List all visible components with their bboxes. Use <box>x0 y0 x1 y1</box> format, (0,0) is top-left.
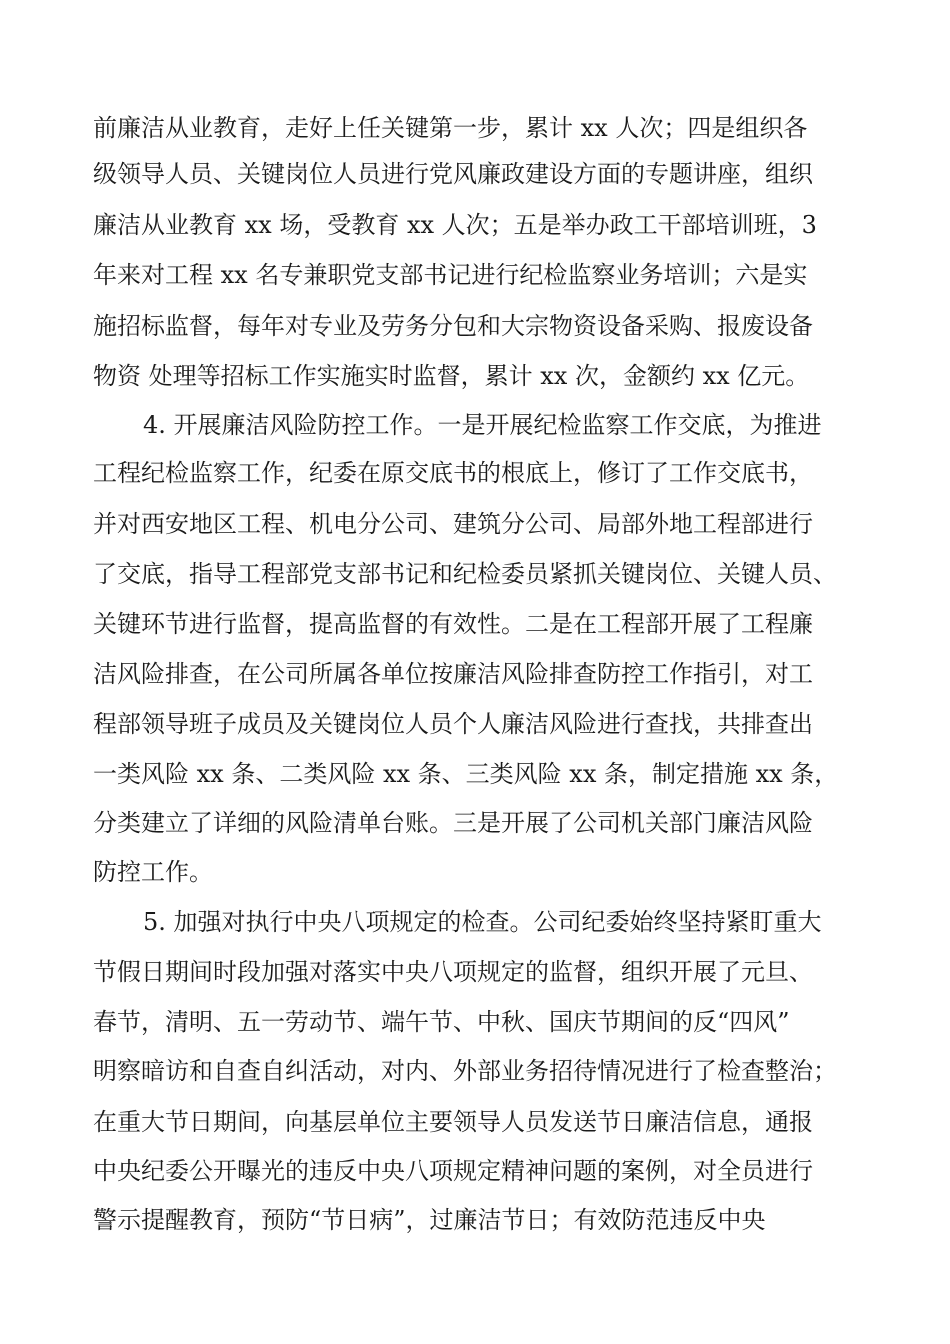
text-line: 施招标监督，每年对专业及劳务分包和大宗物资设备采购、报废设备 <box>93 312 813 340</box>
text-line: 关键环节进行监督，提高监督的有效性。二是在工程部开展了工程廉 <box>93 610 813 638</box>
paragraph-heading-line: 5. 加强对执行中央八项规定的检查。公司纪委始终坚持紧盯重大 <box>143 908 822 936</box>
text-line: 并对西安地区工程、机电分公司、建筑分公司、局部外地工程部进行 <box>93 510 813 538</box>
text-line: 防控工作。 <box>93 858 213 886</box>
text-line: 春节，清明、五一劳动节、端午节、中秋、国庆节期间的反“四风” <box>93 1008 790 1036</box>
text-line: 年来对工程 xx 名专兼职党支部书记进行纪检监察业务培训；六是实 <box>93 261 808 289</box>
text-line: 前廉洁从业教育，走好上任关键第一步，累计 xx 人次；四是组织各 <box>93 114 808 142</box>
text-line: 洁风险排查，在公司所属各单位按廉洁风险排查防控工作指引，对工 <box>93 660 813 688</box>
text-line: 程部领导班子成员及关键岗位人员个人廉洁风险进行查找，共排查出 <box>93 710 813 738</box>
text-line: 在重大节日期间，向基层单位主要领导人员发送节日廉洁信息，通报 <box>93 1108 813 1136</box>
text-line: 中央纪委公开曝光的违反中央八项规定精神问题的案例，对全员进行 <box>93 1157 813 1185</box>
text-line: 一类风险 xx 条、二类风险 xx 条、三类风险 xx 条，制定措施 xx 条， <box>93 760 839 788</box>
text-line: 警示提醒教育，预防“节日病”，过廉洁节日；有效防范违反中央 <box>93 1206 766 1234</box>
text-line: 工程纪检监察工作，纪委在原交底书的根底上，修订了工作交底书， <box>93 459 813 487</box>
text-line: 廉洁从业教育 xx 场，受教育 xx 人次；五是举办政工干部培训班，3 <box>93 211 817 239</box>
text-line: 节假日期间时段加强对落实中央八项规定的监督，组织开展了元旦、 <box>93 958 813 986</box>
paragraph-heading-line: 4. 开展廉洁风险防控工作。一是开展纪检监察工作交底，为推进 <box>143 411 822 439</box>
text-line: 分类建立了详细的风险清单台账。三是开展了公司机关部门廉洁风险 <box>93 809 813 837</box>
text-line: 明察暗访和自查自纠活动，对内、外部业务招待情况进行了检查整治； <box>93 1057 837 1085</box>
text-line: 了交底，指导工程部党支部书记和纪检委员紧抓关键岗位、关键人员、 <box>93 560 837 588</box>
text-line: 物资 处理等招标工作实施实时监督，累计 xx 次，金额约 xx 亿元。 <box>93 362 810 390</box>
text-line: 级领导人员、关键岗位人员进行党风廉政建设方面的专题讲座，组织 <box>93 160 813 188</box>
